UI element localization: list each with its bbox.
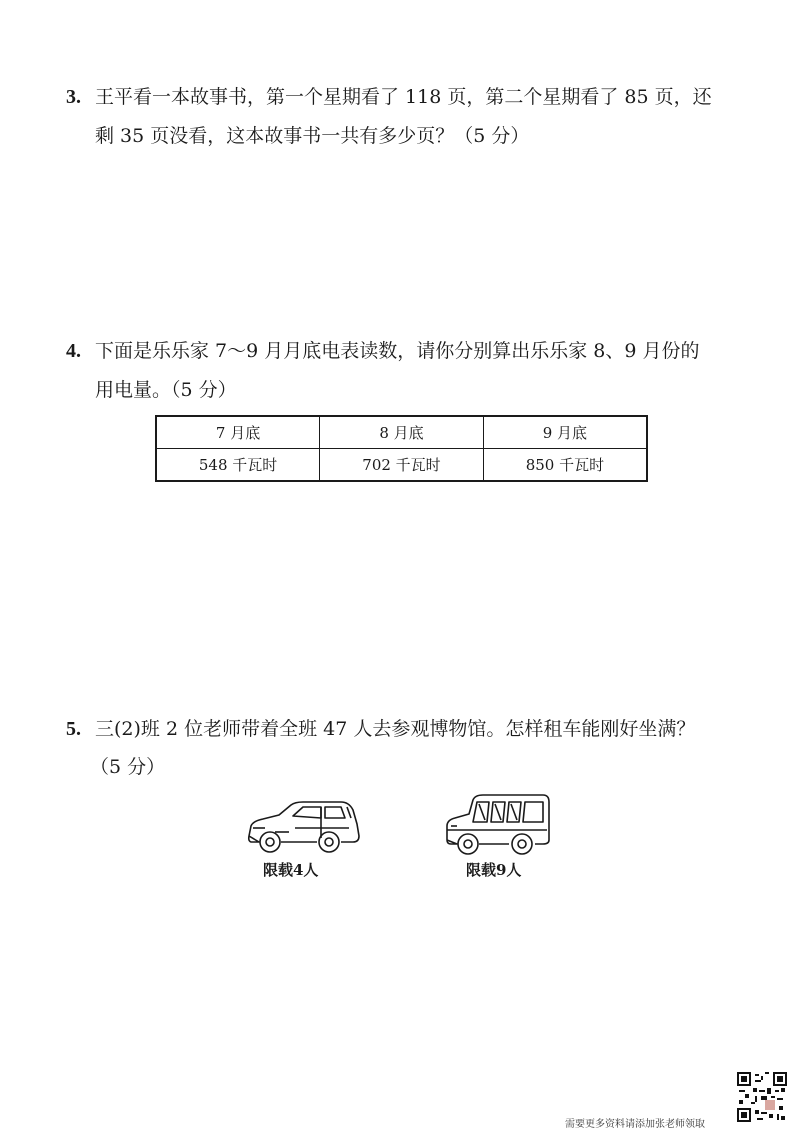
table-cell: 850 千瓦时 — [483, 449, 647, 482]
footer-note: 需要更多资料请添加张老师领取 — [565, 1119, 705, 1130]
table-header-row — [156, 416, 647, 449]
question-text-line: （5 分） — [90, 756, 166, 778]
question-text-line: 王平看一本故事书，第一个星期看了 118 页，第二个星期看了 85 页，还 — [95, 86, 712, 108]
table-row — [156, 449, 647, 482]
question-text-line: 剩 35 页没看，这本故事书一共有多少页？（5 分） — [95, 125, 530, 147]
table-header-cell: 7 月底 — [156, 416, 320, 449]
car-icon — [245, 798, 363, 856]
table-cell: 548 千瓦时 — [156, 449, 320, 482]
question-number: 3. — [66, 86, 81, 108]
table-cell: 702 千瓦时 — [320, 449, 484, 482]
table-header-cell: 8 月底 — [320, 416, 484, 449]
table-header-cell: 9 月底 — [483, 416, 647, 449]
question-text-line: 用电量。（5 分） — [95, 379, 237, 401]
minibus-icon — [443, 792, 555, 856]
question-text-line: 下面是乐乐家 7～9 月月底电表读数，请你分别算出乐乐家 8、9 月份的 — [95, 340, 700, 362]
question-number: 4. — [66, 340, 81, 362]
meter-reading-table — [155, 415, 648, 482]
qr-code-icon — [737, 1072, 787, 1122]
car-capacity-label: 限载4人 — [263, 861, 319, 879]
question-text-line: 三(2)班 2 位老师带着全班 47 人去参观博物馆。怎样租车能刚好坐满？ — [95, 718, 696, 740]
minibus-capacity-label: 限载9人 — [466, 861, 522, 879]
question-number: 5. — [66, 718, 81, 740]
